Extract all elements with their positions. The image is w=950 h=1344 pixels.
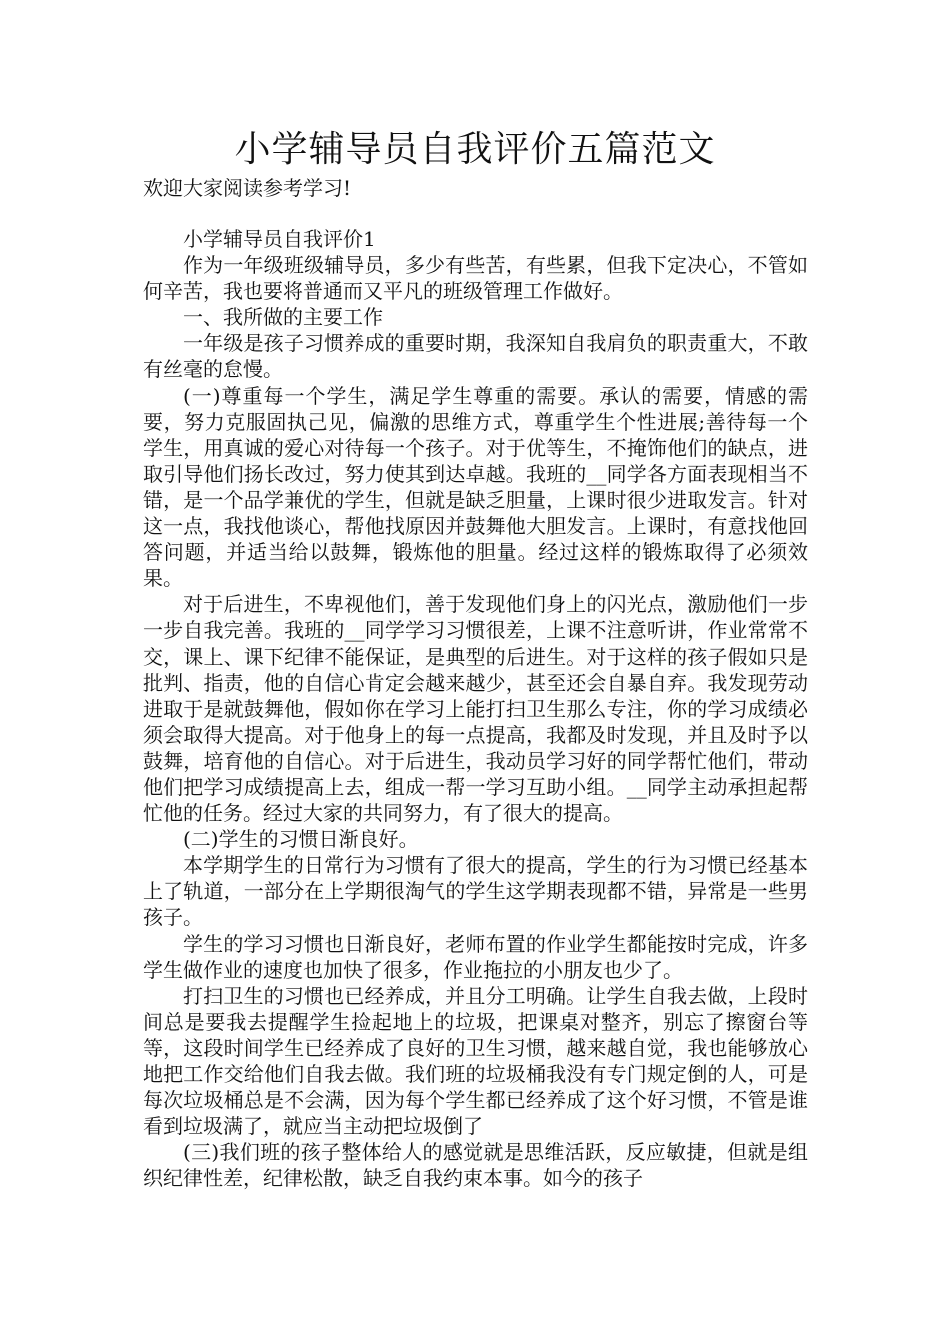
paragraph: 一年级是孩子习惯养成的重要时期，我深知自我肩负的职责重大，不敢有丝毫的怠慢。 [143, 331, 808, 382]
paragraph: 学生的学习习惯也日渐良好，老师布置的作业学生都能按时完成，许多学生做作业的速度也加快了很多，作业拖拉的小朋友也少了。 [143, 931, 808, 982]
paragraph: (三)我们班的孩子整体给人的感觉就是思维活跃，反应敏捷，但就是组织纪律性差，纪律松散，缺乏自我约束本事。如今的孩子 [143, 1140, 808, 1191]
paragraph: 本学期学生的日常行为习惯有了很大的提高，学生的行为习惯已经基本上了轨道，一部分在上学期很淘气的学生这学期表现都不错，异常是一些男孩子。 [143, 853, 808, 930]
paragraph: 打扫卫生的习惯也已经养成，并且分工明确。让学生自我去做，上段时间总是要我去提醒学生捡起地上的垃圾，把课桌对整齐，别忘了擦窗台等等，这段时间学生已经养成了良好的卫生习惯，越来越自觉，我也能够放心地把工作交给他们自我去做。我们班的垃圾桶我没有专门规定倒的人，可是每次垃圾桶总是不会满，因为每个学生都已经养成了这个好习惯，不管是谁看到垃圾满了，就应当主动把垃圾倒了 [143, 983, 808, 1139]
paragraph: (一)尊重每一个学生，满足学生尊重的需要。承认的需要，情感的需要，努力克服固执己见，偏激的思维方式，尊重学生个性进展;善待每一个学生，用真诚的爱心对待每一个孩子。对于优等生，不掩饰他们的缺点，进取引导他们扬长改过，努力使其到达卓越。我班的__同学各方面表现相当不错，是一个品学兼优的学生，但就是缺乏胆量，上课时很少进取发言。针对这一点，我找他谈心，帮他找原因并鼓舞他大胆发言。上课时，有意找他回答问题，并适当给以鼓舞，锻炼他的胆量。经过这样的锻炼取得了必须效果。 [143, 383, 808, 591]
paragraph: 对于后进生，不卑视他们，善于发现他们身上的闪光点，激励他们一步一步自我完善。我班的__同学学习习惯很差，上课不注意听讲，作业常常不交，课上、课下纪律不能保证，是典型的后进生。对于这样的孩子假如只是批判、指责，他的自信心肯定会越来越少，甚至还会自暴自弃。我发现劳动进取于是就鼓舞他，假如你在学习上能打扫卫生那么专注，你的学习成绩必须会取得大提高。对于他身上的每一点提高，我都及时发现，并且及时予以鼓舞，培育他的自信心。对于后进生，我动员学习好的同学帮忙他们，带动他们把学习成绩提高上去，组成一帮一学习互助小组。__同学主动承担起帮忙他的任务。经过大家的共同努力，有了很大的提高。 [143, 592, 808, 826]
document-body [143, 226, 808, 1191]
section-heading: 小学辅导员自我评价1 [183, 227, 376, 251]
document-title: 小学辅导员自我评价五篇范文 [234, 129, 716, 170]
intro-line: 欢迎大家阅读参考学习! [143, 176, 352, 200]
paragraph: 作为一年级班级辅导员，多少有些苦，有些累，但我下定决心，不管如何辛苦，我也要将普通而又平凡的班级管理工作做好。 [143, 253, 808, 304]
subheading: 一、我所做的主要工作 [183, 305, 383, 330]
subheading: (二)学生的习惯日渐良好。 [183, 827, 419, 852]
